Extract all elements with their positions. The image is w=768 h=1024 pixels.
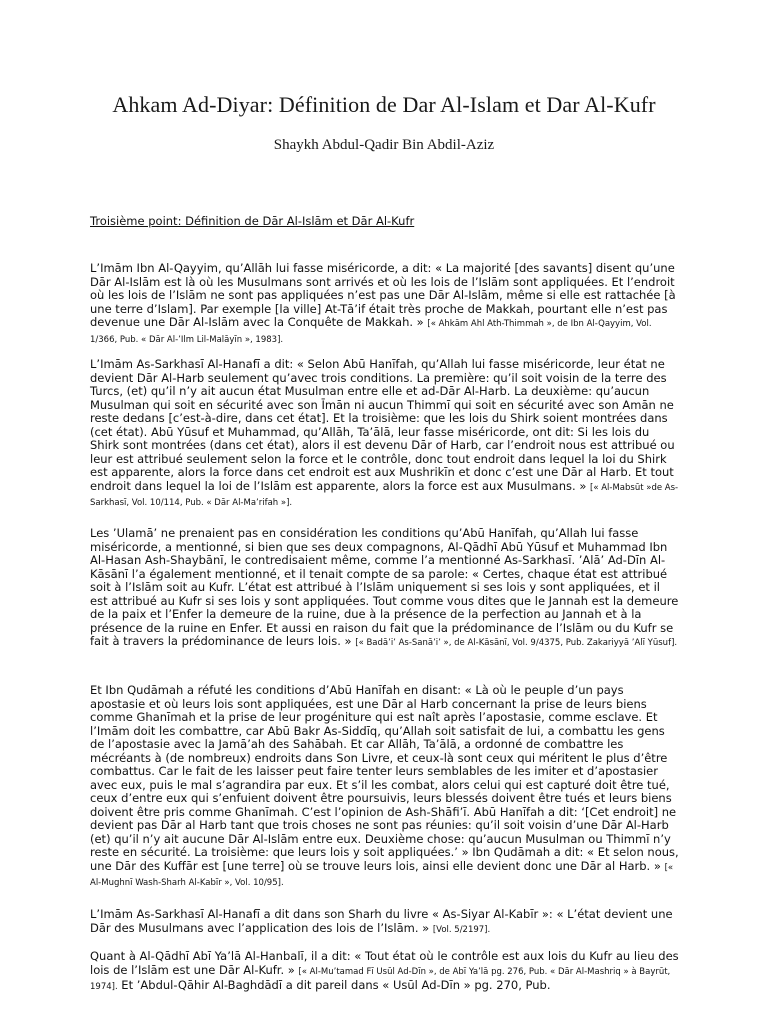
paragraph bbox=[90, 908, 680, 937]
paragraph-text: Et Ibn Qudāmah a réfuté les conditions d’Abū Hanīfah en disant: « Là où le peuple d’un pays apostasie et où leurs lois sont appliquées, est une Dār al Harb concernant la prise de leurs biens comme Ghanīmah et la prise de leur progéniture qui est naît après l’apostasie, comme esclave. Et l’Imām doit les combattre, car Abū Bakr As-Siddīq, qu’Allah soit satisfait de lui, a combattu les gens de l’apostasie avec la Jamā’ah des Sahābah. Et car Allāh, Ta’ālā, a ordonné de combattre les mécréants à (de nombreux) endroits dans Son Livre, et ceux-là sont ceux qui méritent le plus d’être combattus. Car le fait de les laisser peut faire tenter leurs semblables de les imiter et d’apostasier avec eux, puis le mal s’agrandira par eux. Et s’il les combat, alors celui qui est capturé doit être tué, ceux d’entre eux qui s’enfuient doivent être poursuivis, leurs blessés doivent être tués et leurs biens doivent être pris comme Ghanīmah. C’est l’opinion de Ash-Shāfi’ī. Abū Hanīfah a dit: ‘[Cet endroit] ne devient pas Dār al Harb tant que trois choses ne sont pas réunies: qu’il soit voisin d’une Dār Al-Harb (et) qu’il n’y ait aucune Dār Al-Islām entre eux. Deuxième chose: qu’aucun Musulman ou Thimmī n’y reste en sécurité. La troisième: que leurs lois y soit appliquées.’ » Ibn Qudāmah a dit: « Et selon nous, une Dār des Kuffār est [une terre] où se trouve leurs lois, ainsi elle devient donc une Dār al Harb. » bbox=[90, 683, 679, 873]
document-title: Ahkam Ad-Diyar: Définition de Dar Al-Islam et Dar Al-Kufr bbox=[112, 92, 656, 117]
paragraph bbox=[90, 684, 680, 891]
reference-citation: [« Al-Mughnī Wash-Sharh Al-Kabīr », Vol. 10/95]. bbox=[90, 862, 674, 888]
reference-citation: [« Al-Mu’tamad Fī Usūl Ad-Dīn », de Abī Ya’lā pg. 276, Pub. « Dār Al-Mashriq » à Bayrūt, 1974]. bbox=[90, 966, 671, 992]
reference-citation: [« Al-Mabsūt »de As-Sarkhasī, Vol. 10/114, Pub. « Dār Al-Ma’rifah »]. bbox=[90, 482, 679, 508]
paragraph bbox=[90, 527, 680, 651]
paragraph-text: L’Imām Ibn Al-Qayyim, qu’Allāh lui fasse miséricorde, a dit: « La majorité [des savants] disent qu’une Dār Al-Islām est là où les Musulmans sont arrivés et où les lois de l’Islām sont appliquées. Et l’endroit où les lois de l’Islām ne sont pas appliquées n’est pas une Dār Al-Islām, même si elle est rattachée [à une terre d’Islam]. Par exemple [la ville] At-Tā’if était très proche de Makkah, pourtant elle n’est pas devenue une Dār Al-Islām avec la Conquête de Makkah. » bbox=[90, 261, 676, 329]
paragraph-text: Les ’Ulamā’ ne prenaient pas en considération les conditions qu’Abū Hanīfah, qu’Allah lui fasse miséricorde, a mentionné, si bien que ses deux compagnons, Al-Qādhī Abū Yūsuf et Muhammad Ibn Al-Hasan Ash-Shaybānī, le contredisaient même, comme l’a mentionné As-Sarkhasī. ’Alā’ Ad-Dīn Al-Kāsānī l’a également mentionné, et il tenait compte de sa parole: « Certes, chaque état est attribué soit à l’Islām soit au Kufr. L’état est attribué à l’Islām uniquement si ses lois y sont appliquées, et il est attribué au Kufr si ses lois y sont appliquées. Tout comme vous dites que le Jannah est la demeure de la paix et l’Enfer la demeure de la ruine, due à la présence de la perfection au Jannah et à la présence de la ruine en Enfer. Et aussi en raison du fait que la prédominance de l’Islām ou du Kufr se fait à travers la prédominance de leurs lois. » bbox=[90, 526, 679, 648]
paragraph-text-continued: Et ’Abdul-Qāhir Al-Baghdādī a dit pareil dans « Usūl Ad-Dīn » pg. 270, Pub. bbox=[117, 978, 551, 992]
reference-citation: [Vol. 5/2197]. bbox=[432, 924, 491, 935]
paragraph bbox=[90, 262, 680, 347]
paragraph-text: L’Imām As-Sarkhasī Al-Hanafī a dit dans son Sharh du livre « As-Siyar Al-Kabīr »: « L’état devient une Dār des Musulmans avec l’application des lois de l’Islām. » bbox=[90, 907, 673, 935]
reference-citation: [« Ahkām Ahl Ath-Thimmah », de Ibn Al-Qayyim, Vol. 1/366, Pub. « Dār Al-’Ilm Lil-Malāyīn », 1983]. bbox=[90, 319, 652, 345]
section-heading: Troisième point: Définition de Dār Al-Islām et Dār Al-Kufr bbox=[90, 214, 415, 228]
paragraph-text: Quant à Al-Qādhī Abī Ya’lā Al-Hanbalī, il a dit: « Tout état où le contrôle est aux lois du Kufr au lieu des lois de l’Islām est une Dār Al-Kufr. » bbox=[90, 949, 679, 977]
reference-citation: [« Badā’i’ As-Sanā’i’ », de Al-Kāsānī, Vol. 9/4375, Pub. Zakariyyā ’Alī Yūsuf]. bbox=[355, 638, 678, 648]
document-author: Shaykh Abdul-Qadir Bin Abdil-Aziz bbox=[273, 137, 495, 153]
paragraph-text: L’Imām As-Sarkhasī Al-Hanafī a dit: « Selon Abū Hanīfah, qu’Allah lui fasse miséricorde, leur état ne devient Dār Al-Harb seulement qu’avec trois conditions. La première: qu’il soit voisin de la terre des Turcs, (et) qu’il n’y ait aucun état Musulman entre elle et ad-Dār Al-Harb. La deuxième: qu’aucun Musulman qui soit en sécurité avec son Īmān ni aucun Thimmī qui soit en sécurité avec son Amān ne reste dedans [c’est-à-dire, dans cet état]. Et la troisième: que les lois du Shirk soient montrées dans (cet état). Abū Yūsuf et Muhammad, qu’Allāh, Ta’ālā, leur fasse miséricorde, ont dit: Si les lois du Shirk sont montrées (dans cet état), alors il est devenu Dār of Harb, car l’endroit nous est attribué ou leur est attribué seulement selon la force et le contrôle, donc tout endroit dans lequel la loi du Shirk est apparente, alors la force dans cet endroit est aux Mushrikīn et donc c’est une Dār al Harb. Et tout endroit dans lequel la loi de l’Islām est apparente, alors la force est aux Musulmans. » bbox=[90, 357, 675, 493]
paragraph bbox=[90, 950, 680, 995]
paragraph bbox=[90, 358, 680, 511]
